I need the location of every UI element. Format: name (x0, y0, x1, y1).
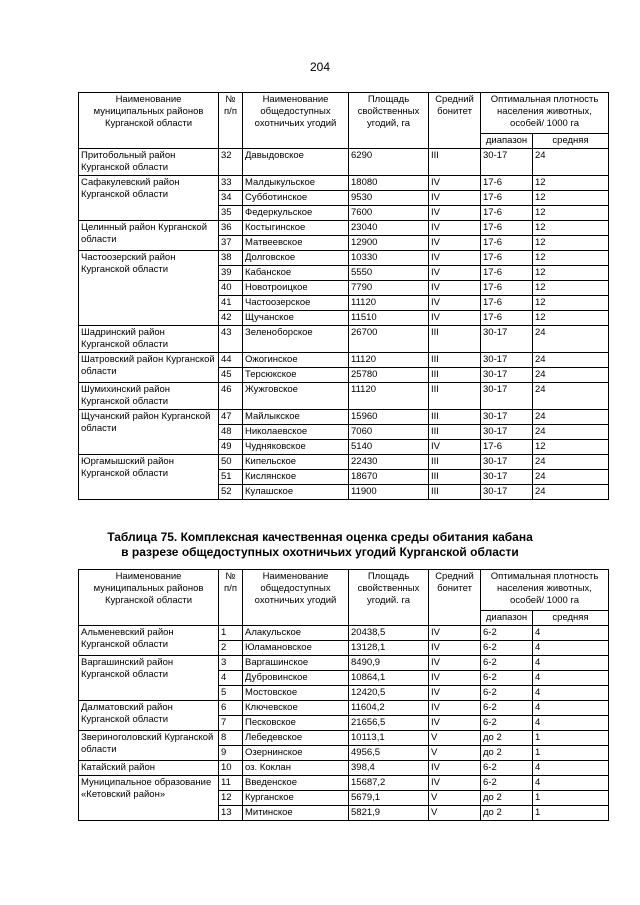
mean-cell: 4 (533, 761, 609, 776)
header-hunting-ground: Наименование общедоступных охотничьих угодий (243, 93, 349, 149)
header-area: Площадь свойственных угодий. га (349, 570, 429, 626)
hunting-ground-cell: Долговское (243, 251, 349, 266)
area-cell: 7790 (349, 281, 429, 296)
hunting-ground-cell: Митинское (243, 806, 349, 821)
mean-cell: 24 (533, 485, 609, 500)
hunting-ground-cell: Частоозерское (243, 296, 349, 311)
header-bonitet: Средний бонитет (429, 93, 481, 149)
number-cell: 3 (219, 656, 243, 671)
district-cell: Целинный район Курганской области (79, 221, 219, 251)
number-cell: 44 (219, 353, 243, 368)
number-cell: 51 (219, 470, 243, 485)
district-cell: Юргамышский район Курганской области (79, 455, 219, 500)
hunting-ground-cell: Песковское (243, 716, 349, 731)
hunting-ground-cell: Варгашинское (243, 656, 349, 671)
hunting-ground-cell: Курганское (243, 791, 349, 806)
hunting-ground-cell: Матвеевское (243, 236, 349, 251)
caption-line-2: в разрезе общедоступных охотничьих угодий Курганской области (121, 545, 519, 559)
bonitet-cell: III (429, 425, 481, 440)
header-district: Наименование муниципальных районов Курганской области (79, 570, 219, 626)
page-number: 204 (309, 60, 331, 74)
hunting-ground-cell: Юламановское (243, 641, 349, 656)
table-row (79, 221, 609, 236)
area-cell: 22430 (349, 455, 429, 470)
bonitet-cell: IV (429, 656, 481, 671)
table-row (79, 383, 609, 410)
mean-cell: 1 (533, 731, 609, 746)
bonitet-cell: IV (429, 776, 481, 791)
range-cell: 17-6 (481, 221, 533, 236)
number-cell: 35 (219, 206, 243, 221)
area-cell: 15960 (349, 410, 429, 425)
mean-cell: 4 (533, 701, 609, 716)
bonitet-cell: III (429, 455, 481, 470)
bonitet-cell: IV (429, 716, 481, 731)
range-cell: 6-2 (481, 701, 533, 716)
header-mean: средняя (533, 134, 609, 149)
hunting-ground-cell: Дубровинское (243, 671, 349, 686)
bonitet-cell: IV (429, 701, 481, 716)
header-number: № п/п (219, 93, 243, 149)
table-row (79, 326, 609, 353)
bonitet-cell: III (429, 470, 481, 485)
bonitet-cell: IV (429, 296, 481, 311)
range-cell: 6-2 (481, 716, 533, 731)
bonitet-cell: IV (429, 671, 481, 686)
area-cell: 5550 (349, 266, 429, 281)
bonitet-cell: IV (429, 191, 481, 206)
hunting-ground-cell: Кулашское (243, 485, 349, 500)
header-district: Наименование муниципальных районов Курганской области (79, 93, 219, 149)
range-cell: до 2 (481, 746, 533, 761)
header-density: Оптимальная плотность населения животных, особей/ 1000 га (481, 93, 609, 134)
range-cell: 17-6 (481, 206, 533, 221)
area-cell: 7600 (349, 206, 429, 221)
bonitet-cell: III (429, 353, 481, 368)
range-cell: 6-2 (481, 656, 533, 671)
range-cell: 30-17 (481, 353, 533, 368)
range-cell: 6-2 (481, 686, 533, 701)
header-range: диапазон (481, 134, 533, 149)
hunting-ground-cell: Ключевское (243, 701, 349, 716)
mean-cell: 12 (533, 266, 609, 281)
hunting-ground-cell: Субботинское (243, 191, 349, 206)
number-cell: 4 (219, 671, 243, 686)
header-range: диапазон (481, 611, 533, 626)
area-cell: 25780 (349, 368, 429, 383)
number-cell: 5 (219, 686, 243, 701)
area-cell: 15687,2 (349, 776, 429, 791)
number-cell: 11 (219, 776, 243, 791)
mean-cell: 4 (533, 671, 609, 686)
hunting-ground-cell: Алакульское (243, 626, 349, 641)
range-cell: 6-2 (481, 761, 533, 776)
hunting-ground-cell: Федеркульское (243, 206, 349, 221)
table-row (79, 410, 609, 425)
mean-cell: 24 (533, 353, 609, 368)
mean-cell: 12 (533, 296, 609, 311)
mean-cell: 24 (533, 149, 609, 176)
district-cell: Катайский район (79, 761, 219, 776)
hunting-ground-cell: Малдыкульское (243, 176, 349, 191)
mean-cell: 24 (533, 383, 609, 410)
bonitet-cell: III (429, 383, 481, 410)
bonitet-cell: III (429, 326, 481, 353)
number-cell: 6 (219, 701, 243, 716)
area-cell: 11900 (349, 485, 429, 500)
header-hunting-ground: Наименование общедоступных охотничьих угодий (243, 570, 349, 626)
table-row (79, 149, 609, 176)
bonitet-cell: III (429, 368, 481, 383)
header-area: Площадь свойственных угодий, га (349, 93, 429, 149)
hunting-ground-cell: Кабанское (243, 266, 349, 281)
range-cell: 30-17 (481, 326, 533, 353)
area-cell: 12900 (349, 236, 429, 251)
area-cell: 13128,1 (349, 641, 429, 656)
number-cell: 45 (219, 368, 243, 383)
mean-cell: 24 (533, 455, 609, 470)
number-cell: 39 (219, 266, 243, 281)
hunting-ground-cell: оз. Коклан (243, 761, 349, 776)
mean-cell: 12 (533, 221, 609, 236)
table-row (79, 776, 609, 791)
hunting-ground-cell: Озернинское (243, 746, 349, 761)
bonitet-cell: IV (429, 281, 481, 296)
hunting-ground-cell: Введенское (243, 776, 349, 791)
mean-cell: 4 (533, 626, 609, 641)
bonitet-cell: IV (429, 236, 481, 251)
area-cell: 21656,5 (349, 716, 429, 731)
mean-cell: 12 (533, 191, 609, 206)
bonitet-cell: IV (429, 176, 481, 191)
range-cell: 17-6 (481, 440, 533, 455)
caption-line-1: Таблица 75. Комплексная качественная оценка среды обитания кабана (107, 530, 533, 544)
area-cell: 12420,5 (349, 686, 429, 701)
number-cell: 2 (219, 641, 243, 656)
district-cell: Шумихинский район Курганской области (79, 383, 219, 410)
number-cell: 8 (219, 731, 243, 746)
bonitet-cell: V (429, 806, 481, 821)
range-cell: 30-17 (481, 455, 533, 470)
mean-cell: 1 (533, 746, 609, 761)
range-cell: 17-6 (481, 311, 533, 326)
header-bonitet: Средний бонитет (429, 570, 481, 626)
number-cell: 1 (219, 626, 243, 641)
number-cell: 37 (219, 236, 243, 251)
range-cell: 17-6 (481, 236, 533, 251)
hunting-ground-cell: Лебедевское (243, 731, 349, 746)
mean-cell: 12 (533, 251, 609, 266)
number-cell: 7 (219, 716, 243, 731)
hunting-ground-cell: Новотроицкое (243, 281, 349, 296)
bonitet-cell: IV (429, 641, 481, 656)
district-cell: Притобольный район Курганской области (79, 149, 219, 176)
area-cell: 18080 (349, 176, 429, 191)
bonitet-cell: IV (429, 686, 481, 701)
mean-cell: 1 (533, 791, 609, 806)
number-cell: 47 (219, 410, 243, 425)
table-row (79, 701, 609, 716)
hunting-ground-cell: Чудняковское (243, 440, 349, 455)
number-cell: 40 (219, 281, 243, 296)
mean-cell: 4 (533, 686, 609, 701)
district-cell: Шатровский район Курганской области (79, 353, 219, 383)
area-cell: 5821,9 (349, 806, 429, 821)
range-cell: 30-17 (481, 470, 533, 485)
number-cell: 50 (219, 455, 243, 470)
range-cell: 30-17 (481, 383, 533, 410)
table-row (79, 731, 609, 746)
range-cell: до 2 (481, 731, 533, 746)
mean-cell: 12 (533, 311, 609, 326)
range-cell: 30-17 (481, 368, 533, 383)
bonitet-cell: V (429, 731, 481, 746)
range-cell: 30-17 (481, 149, 533, 176)
table-row (79, 176, 609, 191)
range-cell: 17-6 (481, 191, 533, 206)
header-number: № п/п (219, 570, 243, 626)
number-cell: 42 (219, 311, 243, 326)
bonitet-cell: IV (429, 266, 481, 281)
range-cell: 17-6 (481, 281, 533, 296)
bonitet-cell: III (429, 149, 481, 176)
table-row (79, 251, 609, 266)
range-cell: 6-2 (481, 671, 533, 686)
mean-cell: 12 (533, 176, 609, 191)
bonitet-cell: III (429, 410, 481, 425)
range-cell: 6-2 (481, 641, 533, 656)
range-cell: 6-2 (481, 776, 533, 791)
district-cell: Звериноголовский Курганской области (79, 731, 219, 761)
mean-cell: 4 (533, 656, 609, 671)
area-cell: 11510 (349, 311, 429, 326)
area-cell: 6290 (349, 149, 429, 176)
hunting-ground-cell: Кислянское (243, 470, 349, 485)
number-cell: 36 (219, 221, 243, 236)
hunting-ground-cell: Давыдовское (243, 149, 349, 176)
mean-cell: 4 (533, 716, 609, 731)
area-cell: 4956,5 (349, 746, 429, 761)
header-density: Оптимальная плотность населения животных, особей/ 1000 га (481, 570, 609, 611)
area-cell: 10113,1 (349, 731, 429, 746)
mean-cell: 1 (533, 806, 609, 821)
district-cell: Частоозерский район Курганской области (79, 251, 219, 326)
bonitet-cell: IV (429, 311, 481, 326)
number-cell: 9 (219, 746, 243, 761)
mean-cell: 24 (533, 425, 609, 440)
district-cell: Сафакулевский район Курганской области (79, 176, 219, 221)
hunting-ground-cell: Николаевское (243, 425, 349, 440)
area-cell: 18670 (349, 470, 429, 485)
mean-cell: 12 (533, 281, 609, 296)
number-cell: 43 (219, 326, 243, 353)
number-cell: 41 (219, 296, 243, 311)
number-cell: 33 (219, 176, 243, 191)
table-row (79, 353, 609, 368)
range-cell: до 2 (481, 806, 533, 821)
area-cell: 5140 (349, 440, 429, 455)
mean-cell: 12 (533, 440, 609, 455)
range-cell: до 2 (481, 791, 533, 806)
hunting-ground-cell: Жужговское (243, 383, 349, 410)
bonitet-cell: III (429, 485, 481, 500)
hunting-ground-cell: Щучанское (243, 311, 349, 326)
mean-cell: 24 (533, 410, 609, 425)
area-cell: 398,4 (349, 761, 429, 776)
number-cell: 10 (219, 761, 243, 776)
district-cell: Альменевский район Курганской области (79, 626, 219, 656)
district-cell: Муниципальное образование «Кетовский район» (79, 776, 219, 821)
range-cell: 17-6 (481, 296, 533, 311)
bonitet-cell: IV (429, 251, 481, 266)
mean-cell: 12 (533, 206, 609, 221)
hunting-ground-cell: Зеленоборское (243, 326, 349, 353)
table-caption (0, 530, 640, 560)
table-row (79, 656, 609, 671)
table-wolf-density-continued (78, 92, 609, 500)
area-cell: 26700 (349, 326, 429, 353)
header-mean: средняя (533, 611, 609, 626)
bonitet-cell: IV (429, 440, 481, 455)
table-boar-habitat (78, 569, 609, 821)
area-cell: 11604,2 (349, 701, 429, 716)
range-cell: 30-17 (481, 410, 533, 425)
number-cell: 12 (219, 791, 243, 806)
bonitet-cell: V (429, 791, 481, 806)
number-cell: 13 (219, 806, 243, 821)
mean-cell: 24 (533, 470, 609, 485)
number-cell: 32 (219, 149, 243, 176)
area-cell: 10864,1 (349, 671, 429, 686)
hunting-ground-cell: Майлыкское (243, 410, 349, 425)
range-cell: 30-17 (481, 485, 533, 500)
area-cell: 23040 (349, 221, 429, 236)
area-cell: 20438,5 (349, 626, 429, 641)
hunting-ground-cell: Мостовское (243, 686, 349, 701)
area-cell: 11120 (349, 383, 429, 410)
range-cell: 6-2 (481, 626, 533, 641)
bonitet-cell: IV (429, 626, 481, 641)
mean-cell: 24 (533, 326, 609, 353)
area-cell: 7060 (349, 425, 429, 440)
district-cell: Далматовский район Курганской области (79, 701, 219, 731)
number-cell: 52 (219, 485, 243, 500)
district-cell: Варгашинский район Курганской области (79, 656, 219, 701)
mean-cell: 4 (533, 776, 609, 791)
table-row (79, 455, 609, 470)
mean-cell: 12 (533, 236, 609, 251)
range-cell: 17-6 (481, 251, 533, 266)
area-cell: 9530 (349, 191, 429, 206)
range-cell: 30-17 (481, 425, 533, 440)
table-row (79, 761, 609, 776)
number-cell: 49 (219, 440, 243, 455)
area-cell: 5679,1 (349, 791, 429, 806)
table-row (79, 626, 609, 641)
bonitet-cell: IV (429, 206, 481, 221)
mean-cell: 24 (533, 368, 609, 383)
hunting-ground-cell: Костыгинское (243, 221, 349, 236)
area-cell: 10330 (349, 251, 429, 266)
bonitet-cell: IV (429, 221, 481, 236)
number-cell: 48 (219, 425, 243, 440)
range-cell: 17-6 (481, 176, 533, 191)
district-cell: Шадринский район Курганской области (79, 326, 219, 353)
range-cell: 17-6 (481, 266, 533, 281)
hunting-ground-cell: Терсюкское (243, 368, 349, 383)
mean-cell: 4 (533, 641, 609, 656)
area-cell: 11120 (349, 296, 429, 311)
hunting-ground-cell: Ожогинское (243, 353, 349, 368)
hunting-ground-cell: Кипельское (243, 455, 349, 470)
area-cell: 11120 (349, 353, 429, 368)
bonitet-cell: IV (429, 761, 481, 776)
number-cell: 38 (219, 251, 243, 266)
bonitet-cell: V (429, 746, 481, 761)
number-cell: 34 (219, 191, 243, 206)
area-cell: 8490,9 (349, 656, 429, 671)
number-cell: 46 (219, 383, 243, 410)
district-cell: Щучанский район Курганской области (79, 410, 219, 455)
